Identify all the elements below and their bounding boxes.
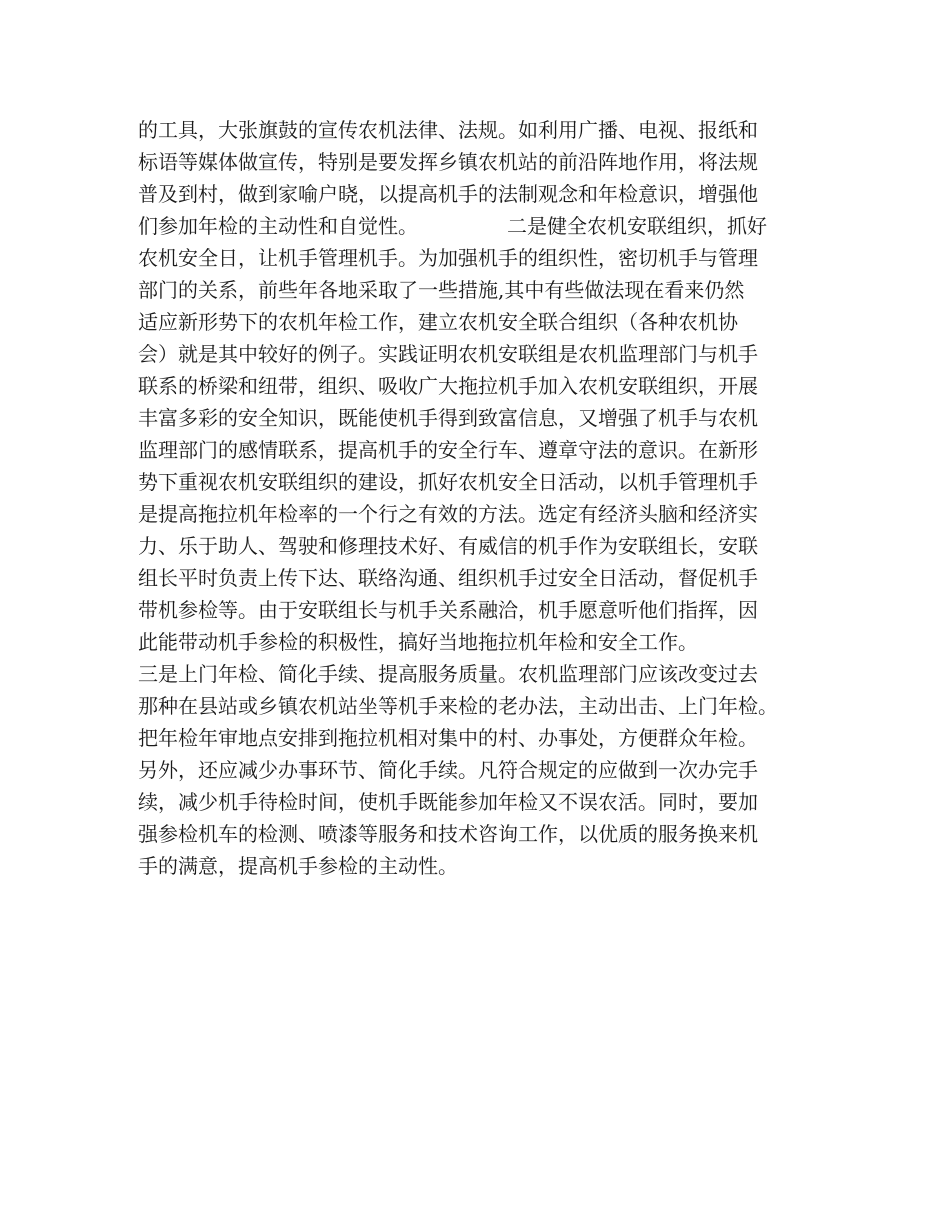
text-line: 适应新形势下的农机年检工作，建立农机安全联合组织（各种农机协 (138, 310, 738, 334)
text-line: 普及到村，做到家喻户晓，以提高机手的法制观念和年检意识，增强他 (138, 182, 758, 206)
text-line: 丰富多彩的安全知识，既能使机手得到致富信息，又增强了机手与农机 (138, 406, 758, 430)
text-line: 会）就是其中较好的例子。实践证明农机安联组是农机监理部门与机手 (138, 342, 758, 366)
text-line: 是提高拖拉机年检率的一个行之有效的方法。选定有经济头脑和经济实 (138, 502, 758, 526)
text-line: 带机参检等。由于安联组长与机手关系融洽，机手愿意听他们指挥，因 (138, 598, 758, 622)
text-line: 三是上门年检、简化手续、提高服务质量。农机监理部门应该改变过去 (138, 662, 758, 686)
text-line: 强参检机车的检测、喷漆等服务和技术咨询工作，以优质的服务换来机 (138, 822, 758, 846)
text-line: 续，减少机手待检时间，使机手既能参加年检又不误农活。同时，要加 (138, 790, 758, 814)
text-line: 监理部门的感情联系，提高机手的安全行车、遵章守法的意识。在新形 (138, 438, 758, 462)
text-line: 的工具，大张旗鼓的宣传农机法律、法规。如利用广播、电视、报纸和 (138, 118, 758, 142)
text-line: 手的满意，提高机手参检的主动性。 (138, 854, 458, 878)
text-line: 联系的桥梁和纽带，组织、吸收广大拖拉机手加入农机安联组织，开展 (138, 374, 758, 398)
text-line: 此能带动机手参检的积极性，搞好当地拖拉机年检和安全工作。 (138, 630, 698, 654)
text-line: 那种在县站或乡镇农机站坐等机手来检的老办法，主动出击、上门年检。 (138, 694, 778, 718)
text-line: 把年检年审地点安排到拖拉机相对集中的村、办事处，方便群众年检。 (138, 726, 758, 750)
text-line: 标语等媒体做宣传，特别是要发挥乡镇农机站的前沿阵地作用，将法规 (138, 150, 758, 174)
text-line: 们参加年检的主动性和自觉性。 二是健全农机安联组织，抓好 (138, 214, 768, 238)
text-line: 势下重视农机安联组织的建设，抓好农机安全日活动，以机手管理机手 (138, 470, 758, 494)
body-text (138, 114, 838, 882)
text-line: 组长平时负责上传下达、联络沟通、组织机手过安全日活动，督促机手 (138, 566, 758, 590)
text-line: 部门的关系，前些年各地采取了一些措施,其中有些做法现在看来仍然 (138, 278, 745, 302)
text-line: 另外，还应减少办事环节、简化手续。凡符合规定的应做到一次办完手 (138, 758, 758, 782)
text-line: 力、乐于助人、驾驶和修理技术好、有威信的机手作为安联组长，安联 (138, 534, 758, 558)
text-line: 农机安全日，让机手管理机手。为加强机手的组织性，密切机手与管理 (138, 246, 758, 270)
